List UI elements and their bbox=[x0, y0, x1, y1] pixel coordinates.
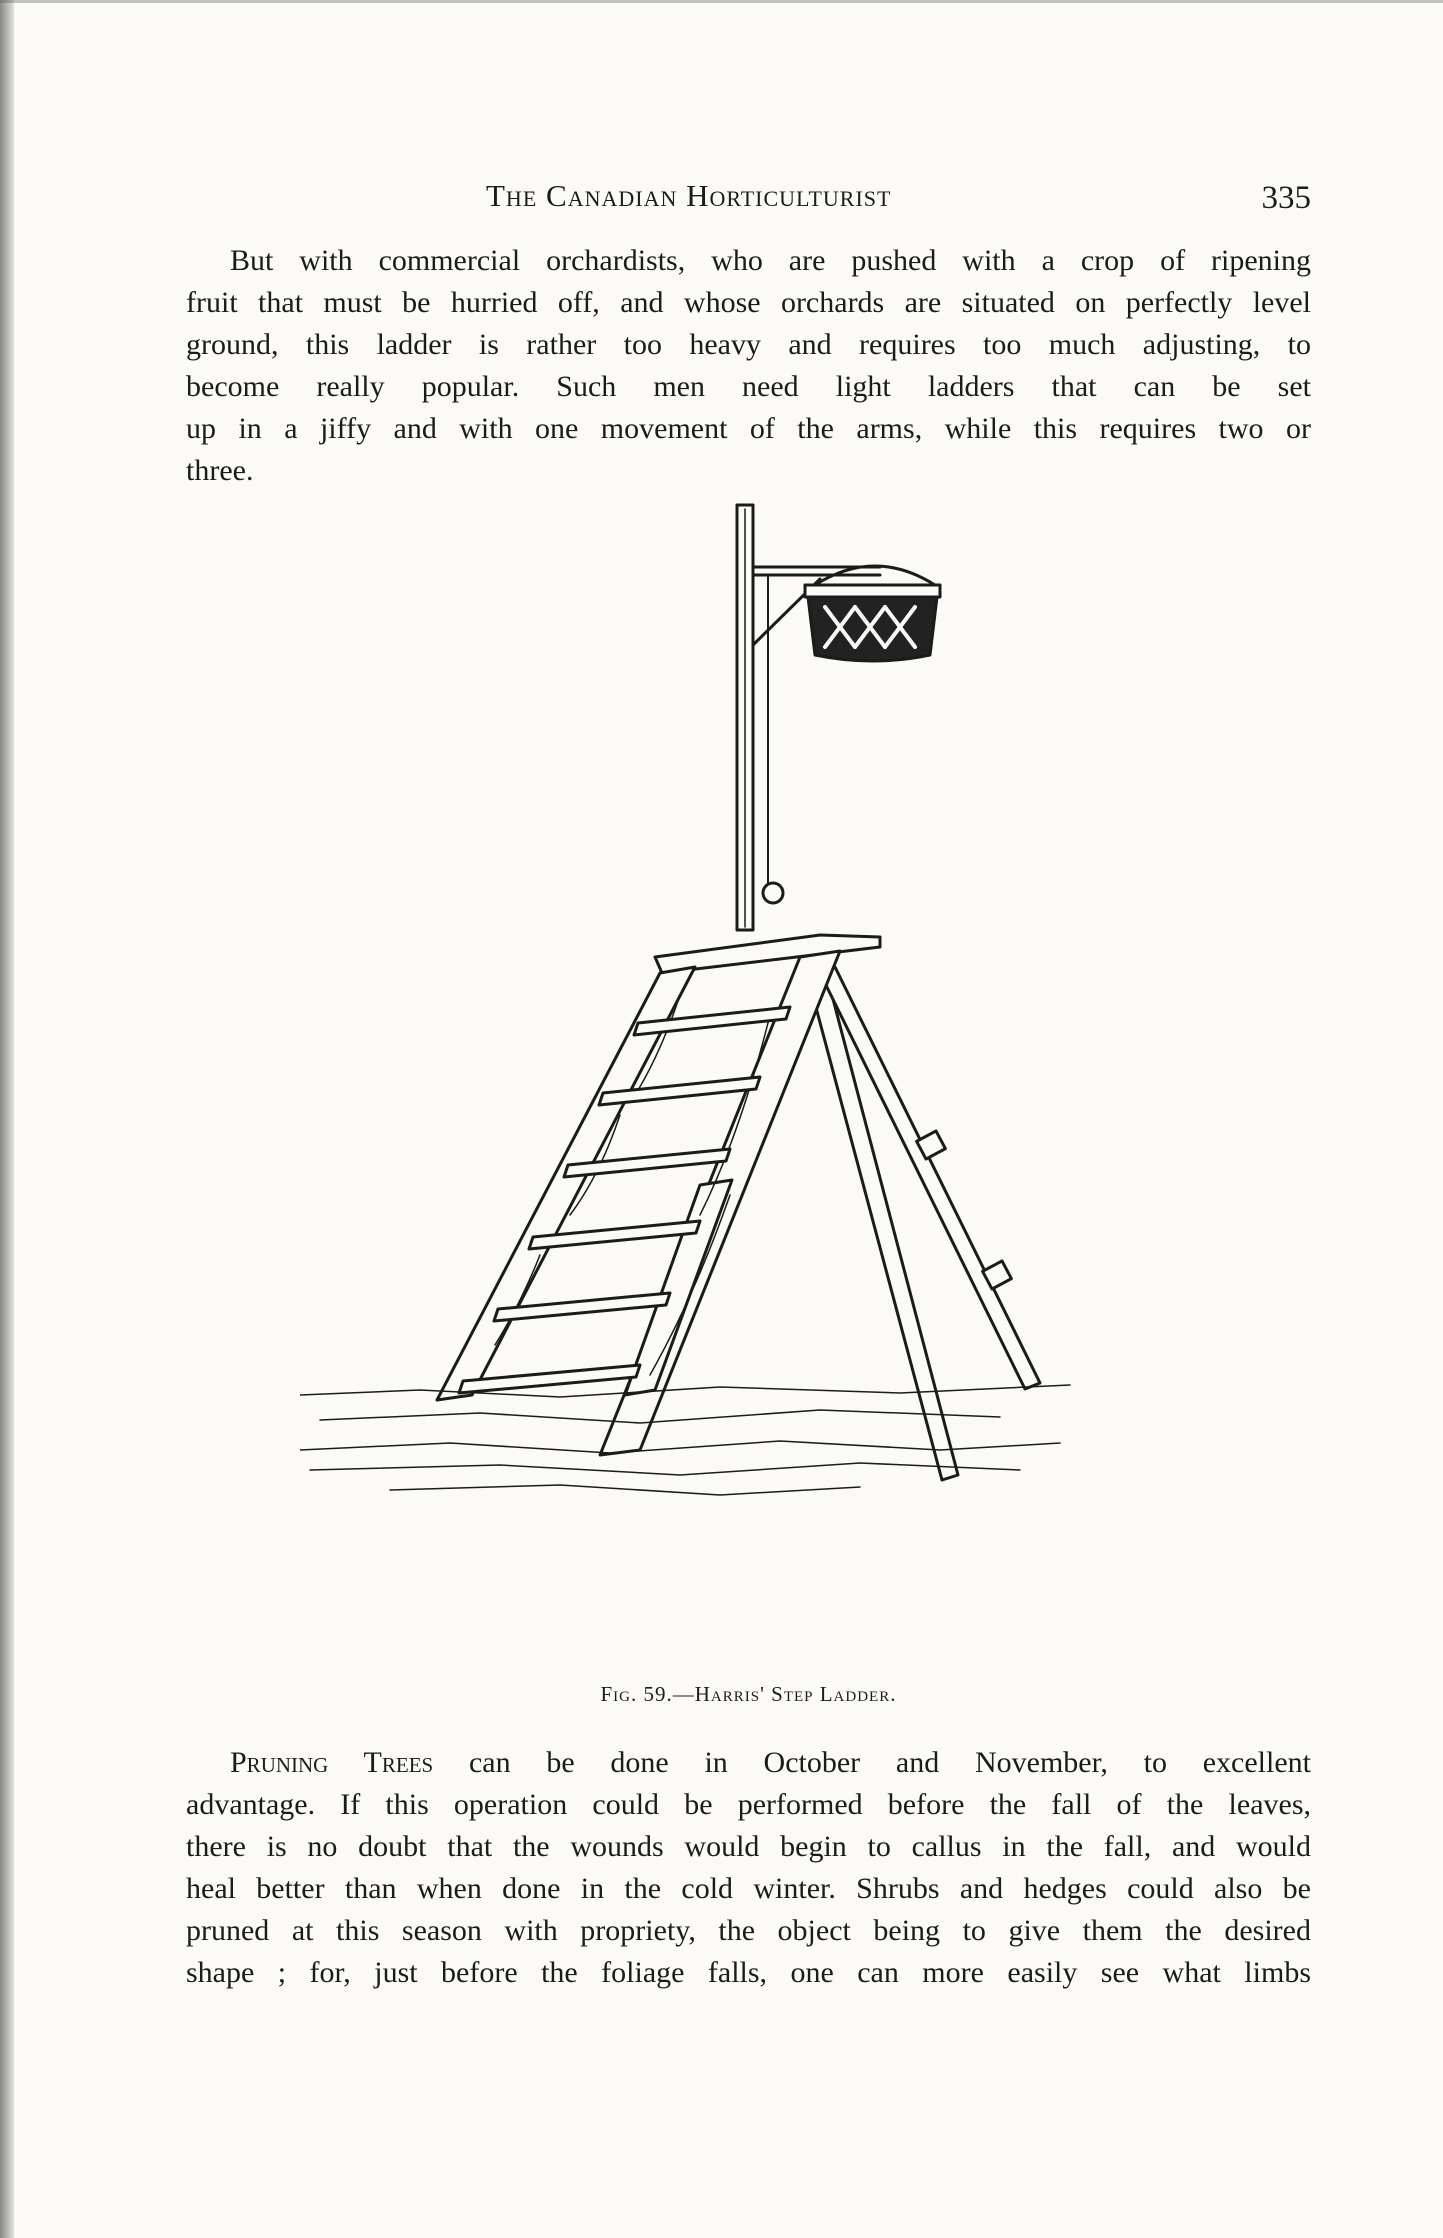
text-line: advantage. If this operation could be performed before the fall of the leaves, bbox=[186, 1788, 1311, 1821]
text-line: there is no doubt that the wounds would begin to callus in the fall, and would bbox=[186, 1830, 1311, 1863]
figure-caption: Fig. 59.—Harris' Step Ladder. bbox=[600, 1682, 897, 1706]
paragraph-ladder bbox=[186, 240, 1311, 492]
text-line: ground, this ladder is rather too heavy and requires too much adjusting, to bbox=[186, 328, 1311, 361]
running-title: The Canadian Horticulturist bbox=[486, 178, 892, 213]
text-line: pruned at this season with propriety, the object being to give them the desired bbox=[186, 1914, 1311, 1947]
pail-basket bbox=[805, 566, 940, 661]
text-line-rest: can be done in October and November, to excellent bbox=[433, 1746, 1311, 1779]
text-line: heal better than when done in the cold winter. Shrubs and hedges could also be bbox=[186, 1872, 1311, 1905]
page-top-edge bbox=[0, 0, 1443, 3]
step-ladder-illustration bbox=[300, 495, 1200, 1685]
ladder-rear-legs bbox=[810, 967, 1040, 1480]
page-number: 335 bbox=[1261, 180, 1311, 216]
text-line bbox=[186, 1742, 1311, 1784]
running-head bbox=[186, 178, 1311, 222]
pruning-lead: Pruning Trees bbox=[230, 1746, 434, 1779]
text-line: three. bbox=[186, 454, 254, 487]
pole bbox=[737, 505, 753, 930]
text-line: up in a jiffy and with one movement of the arms, while this requires two or bbox=[186, 412, 1311, 445]
paragraph-pruning bbox=[186, 1742, 1311, 1994]
ground bbox=[300, 1385, 1070, 1495]
text-line: become really popular. Such men need light ladders that can be set bbox=[186, 370, 1311, 403]
text-line: shape ; for, just before the foliage falls, one can more easily see what limbs bbox=[186, 1956, 1311, 1989]
text-line: But with commercial orchardists, who are pushed with a crop of ripening bbox=[230, 244, 1311, 277]
text-line: fruit that must be hurried off, and whose orchards are situated on perfectly level bbox=[186, 286, 1311, 319]
page-binding-shadow bbox=[0, 0, 14, 2238]
